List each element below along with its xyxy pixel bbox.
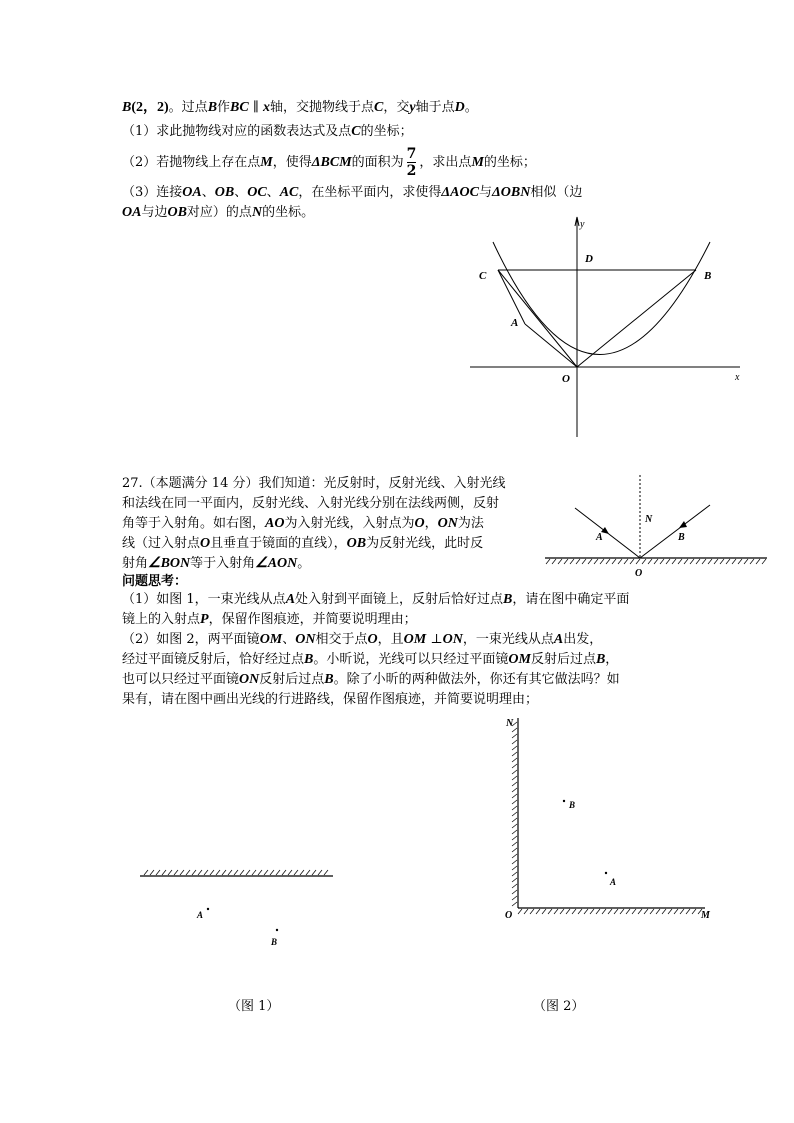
figure-2 (500, 712, 725, 922)
fig2-label-b: B (569, 800, 576, 810)
label-y: y (580, 219, 585, 230)
reflected-arrow (679, 521, 687, 528)
fig2-caption: （图 2） (533, 999, 585, 1014)
q27-p2-line2: 经过平面镜反射后，恰好经过点B。小昕说，光线可以只经过平面镜OM反射后过点B， (122, 652, 619, 667)
label-a: A (596, 532, 603, 543)
reflection-diagram (545, 470, 770, 582)
label-n: N (645, 514, 653, 525)
q27-line3: 角等于入射角。如右图，AO为入射光线，入射点为O，ON为法 (122, 516, 484, 531)
parabola-graph (460, 212, 760, 442)
q27-p2-line3: 也可以只经过平面镜ON反射后过点B。除了小昕的两种做法外，你还有其它做法吗？如 (122, 672, 620, 687)
fig2-label-m: M (701, 910, 710, 921)
q27-line2: 和法线在同一平面内，反射光线、入射光线分别在法线两侧，反射 (122, 496, 500, 511)
fig1-point-b (276, 929, 278, 931)
q26-line5: OA与边OB对应）的点N的坐标。 (122, 205, 315, 220)
label-c: C (479, 270, 487, 282)
fig1-label-a: A (197, 910, 204, 920)
q26-line3: （2）若抛物线上存在点M，使得ΔBCM的面积为 $\frac{7}{2}$ ，求出点M的坐标； (122, 146, 536, 179)
fig1-point-a (207, 908, 209, 910)
fig2-mirror-om-hatching (518, 909, 702, 914)
q27-line1: 27.（本题满分 14 分）我们知道：光反射时，反射光线、入射光线 (122, 476, 506, 491)
fig2-label-a: A (610, 877, 617, 887)
fig2-label-o: O (505, 910, 513, 921)
fig2-label-n: N (506, 718, 514, 729)
q27-line5: 射角∠BON等于入射角∠AON。 (122, 556, 311, 571)
fig1-label-b: B (271, 937, 278, 947)
q27-p1-line1: （1）如图 1，一束光线从点A处入射到平面镜上，反射后恰好过点B，请在图中确定平面 (122, 592, 630, 607)
q27-p2-line1: （2）如图 2，两平面镜OM、ON相交于点O，且OM ⊥ON，一束光线从点A出发， (122, 632, 603, 647)
q27-heading: 问题思考： (122, 574, 188, 589)
q27-line4: 线（过入射点O且垂直于镜面的直线），OB为反射光线，此时反 (122, 536, 484, 551)
line-oc (498, 270, 577, 367)
q27-p2-line4: 果有，请在图中画出光线的行进路线，保留作图痕迹，并简要说明理由； (122, 692, 539, 707)
fig2-point-b (563, 800, 565, 802)
q27-p1-line2: 镜上的入射点P，保留作图痕迹，并简要说明理由； (122, 612, 417, 627)
figure-1 (135, 862, 340, 957)
label-d: D (585, 253, 593, 265)
label-o: O (562, 373, 570, 385)
mirror-hatching (546, 559, 766, 564)
q26-line4: （3）连接OA、OB、OC、AC，在坐标平面内，求使得ΔAOC与ΔOBN相似（边 (122, 185, 583, 200)
label-b: B (704, 270, 712, 282)
fig2-mirror-on-hatching (512, 722, 517, 906)
label-x: x (735, 372, 740, 383)
q26-line1: B(2，2)。过点B作BC ∥ x轴，交抛物线于点C，交y轴于点D。 (122, 100, 478, 115)
fig1-mirror-hatching (144, 870, 328, 875)
q26-line2: （1）求此抛物线对应的函数表达式及点C的坐标； (122, 124, 413, 139)
fig1-caption: （图 1） (228, 999, 280, 1014)
fig2-point-a (605, 872, 607, 874)
reflected-ray (640, 505, 710, 558)
parabola-curve (493, 242, 710, 355)
line-ob (577, 270, 696, 367)
fraction-seven-halves: $\frac{7}{2}$ (406, 146, 417, 179)
label-b: B (678, 532, 685, 543)
label-a: A (511, 317, 519, 329)
label-o: O (635, 568, 643, 579)
